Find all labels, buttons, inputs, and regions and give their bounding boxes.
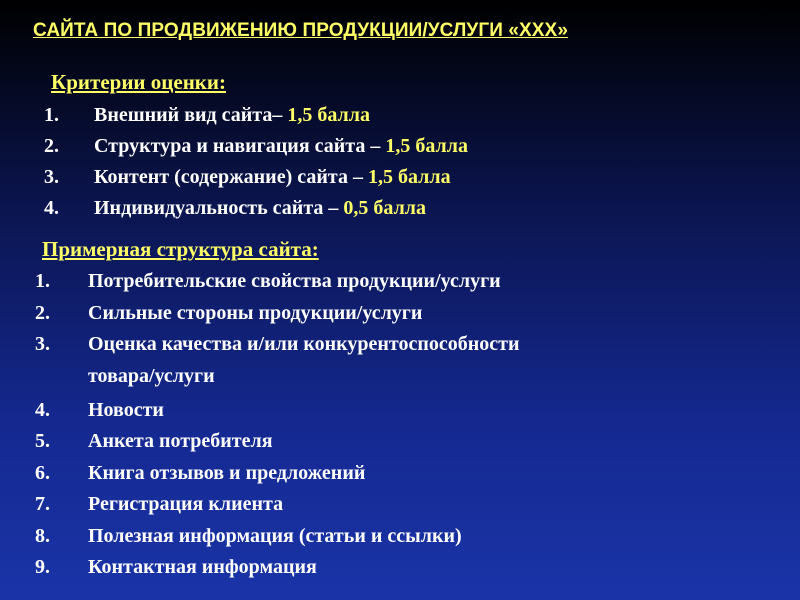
structure-item-continuation <box>35 361 520 395</box>
structure-item-number: 3. <box>35 333 50 355</box>
structure-item-text: товара/услуги <box>88 364 215 387</box>
structure-list <box>35 266 520 584</box>
criteria-item-score: 1,5 балла <box>367 166 451 188</box>
criteria-item <box>44 193 468 224</box>
criteria-item-number: 3. <box>44 166 59 188</box>
structure-item <box>35 298 520 330</box>
criteria-item-text: Структура и навигация сайта – <box>94 135 386 157</box>
structure-item-text: Оценка качества и/или конкурентоспособности <box>88 333 520 355</box>
structure-item <box>35 489 520 521</box>
structure-item <box>35 426 520 458</box>
criteria-item-score: 1,5 балла <box>287 104 370 126</box>
criteria-item <box>44 162 468 193</box>
structure-item <box>35 458 520 490</box>
structure-item <box>35 266 520 298</box>
structure-item <box>35 395 520 427</box>
structure-item <box>35 329 520 361</box>
structure-item-text: Регистрация клиента <box>88 493 284 515</box>
structure-item <box>35 521 520 553</box>
structure-item-text: Потребительские свойства продукции/услуги <box>88 270 501 292</box>
criteria-item-text: Индивидуальность сайта – <box>94 197 344 219</box>
structure-item-number: 8. <box>35 524 50 547</box>
structure-heading: Примерная структура сайта: <box>42 237 319 261</box>
criteria-item-number: 1. <box>44 104 59 126</box>
structure-item-number: 2. <box>35 301 50 324</box>
criteria-item-text: Внешний вид сайта– <box>94 104 288 126</box>
structure-item-text: Контактная информация <box>88 556 317 578</box>
structure-item-number: 7. <box>35 493 50 515</box>
criteria-item-number: 2. <box>44 135 59 157</box>
criteria-item-text: Контент (содержание) сайта – <box>94 166 368 188</box>
criteria-item-number: 4. <box>44 197 59 219</box>
structure-item-text: Полезная информация (статьи и ссылки) <box>88 524 462 547</box>
structure-item-text: Сильные стороны продукции/услуги <box>88 301 423 324</box>
structure-item-text: Анкета потребителя <box>88 430 273 452</box>
structure-item-number: 1. <box>35 270 50 292</box>
structure-item-number: 6. <box>35 461 50 484</box>
structure-item-number: 4. <box>35 398 50 421</box>
criteria-item <box>44 131 468 162</box>
structure-item <box>35 552 520 584</box>
criteria-item <box>44 100 468 131</box>
criteria-item-score: 0,5 балла <box>343 197 427 219</box>
structure-item-text: Книга отзывов и предложений <box>88 461 366 484</box>
structure-item-text: Новости <box>88 398 164 421</box>
criteria-heading: Критерии оценки: <box>51 70 226 94</box>
criteria-item-score: 1,5 балла <box>385 135 468 157</box>
criteria-list <box>44 100 468 224</box>
slide-title: САЙТА ПО ПРОДВИЖЕНИЮ ПРОДУКЦИИ/УСЛУГИ «ХХХ» <box>33 20 569 41</box>
structure-item-number: 5. <box>35 430 50 452</box>
structure-item-number: 9. <box>35 556 50 578</box>
